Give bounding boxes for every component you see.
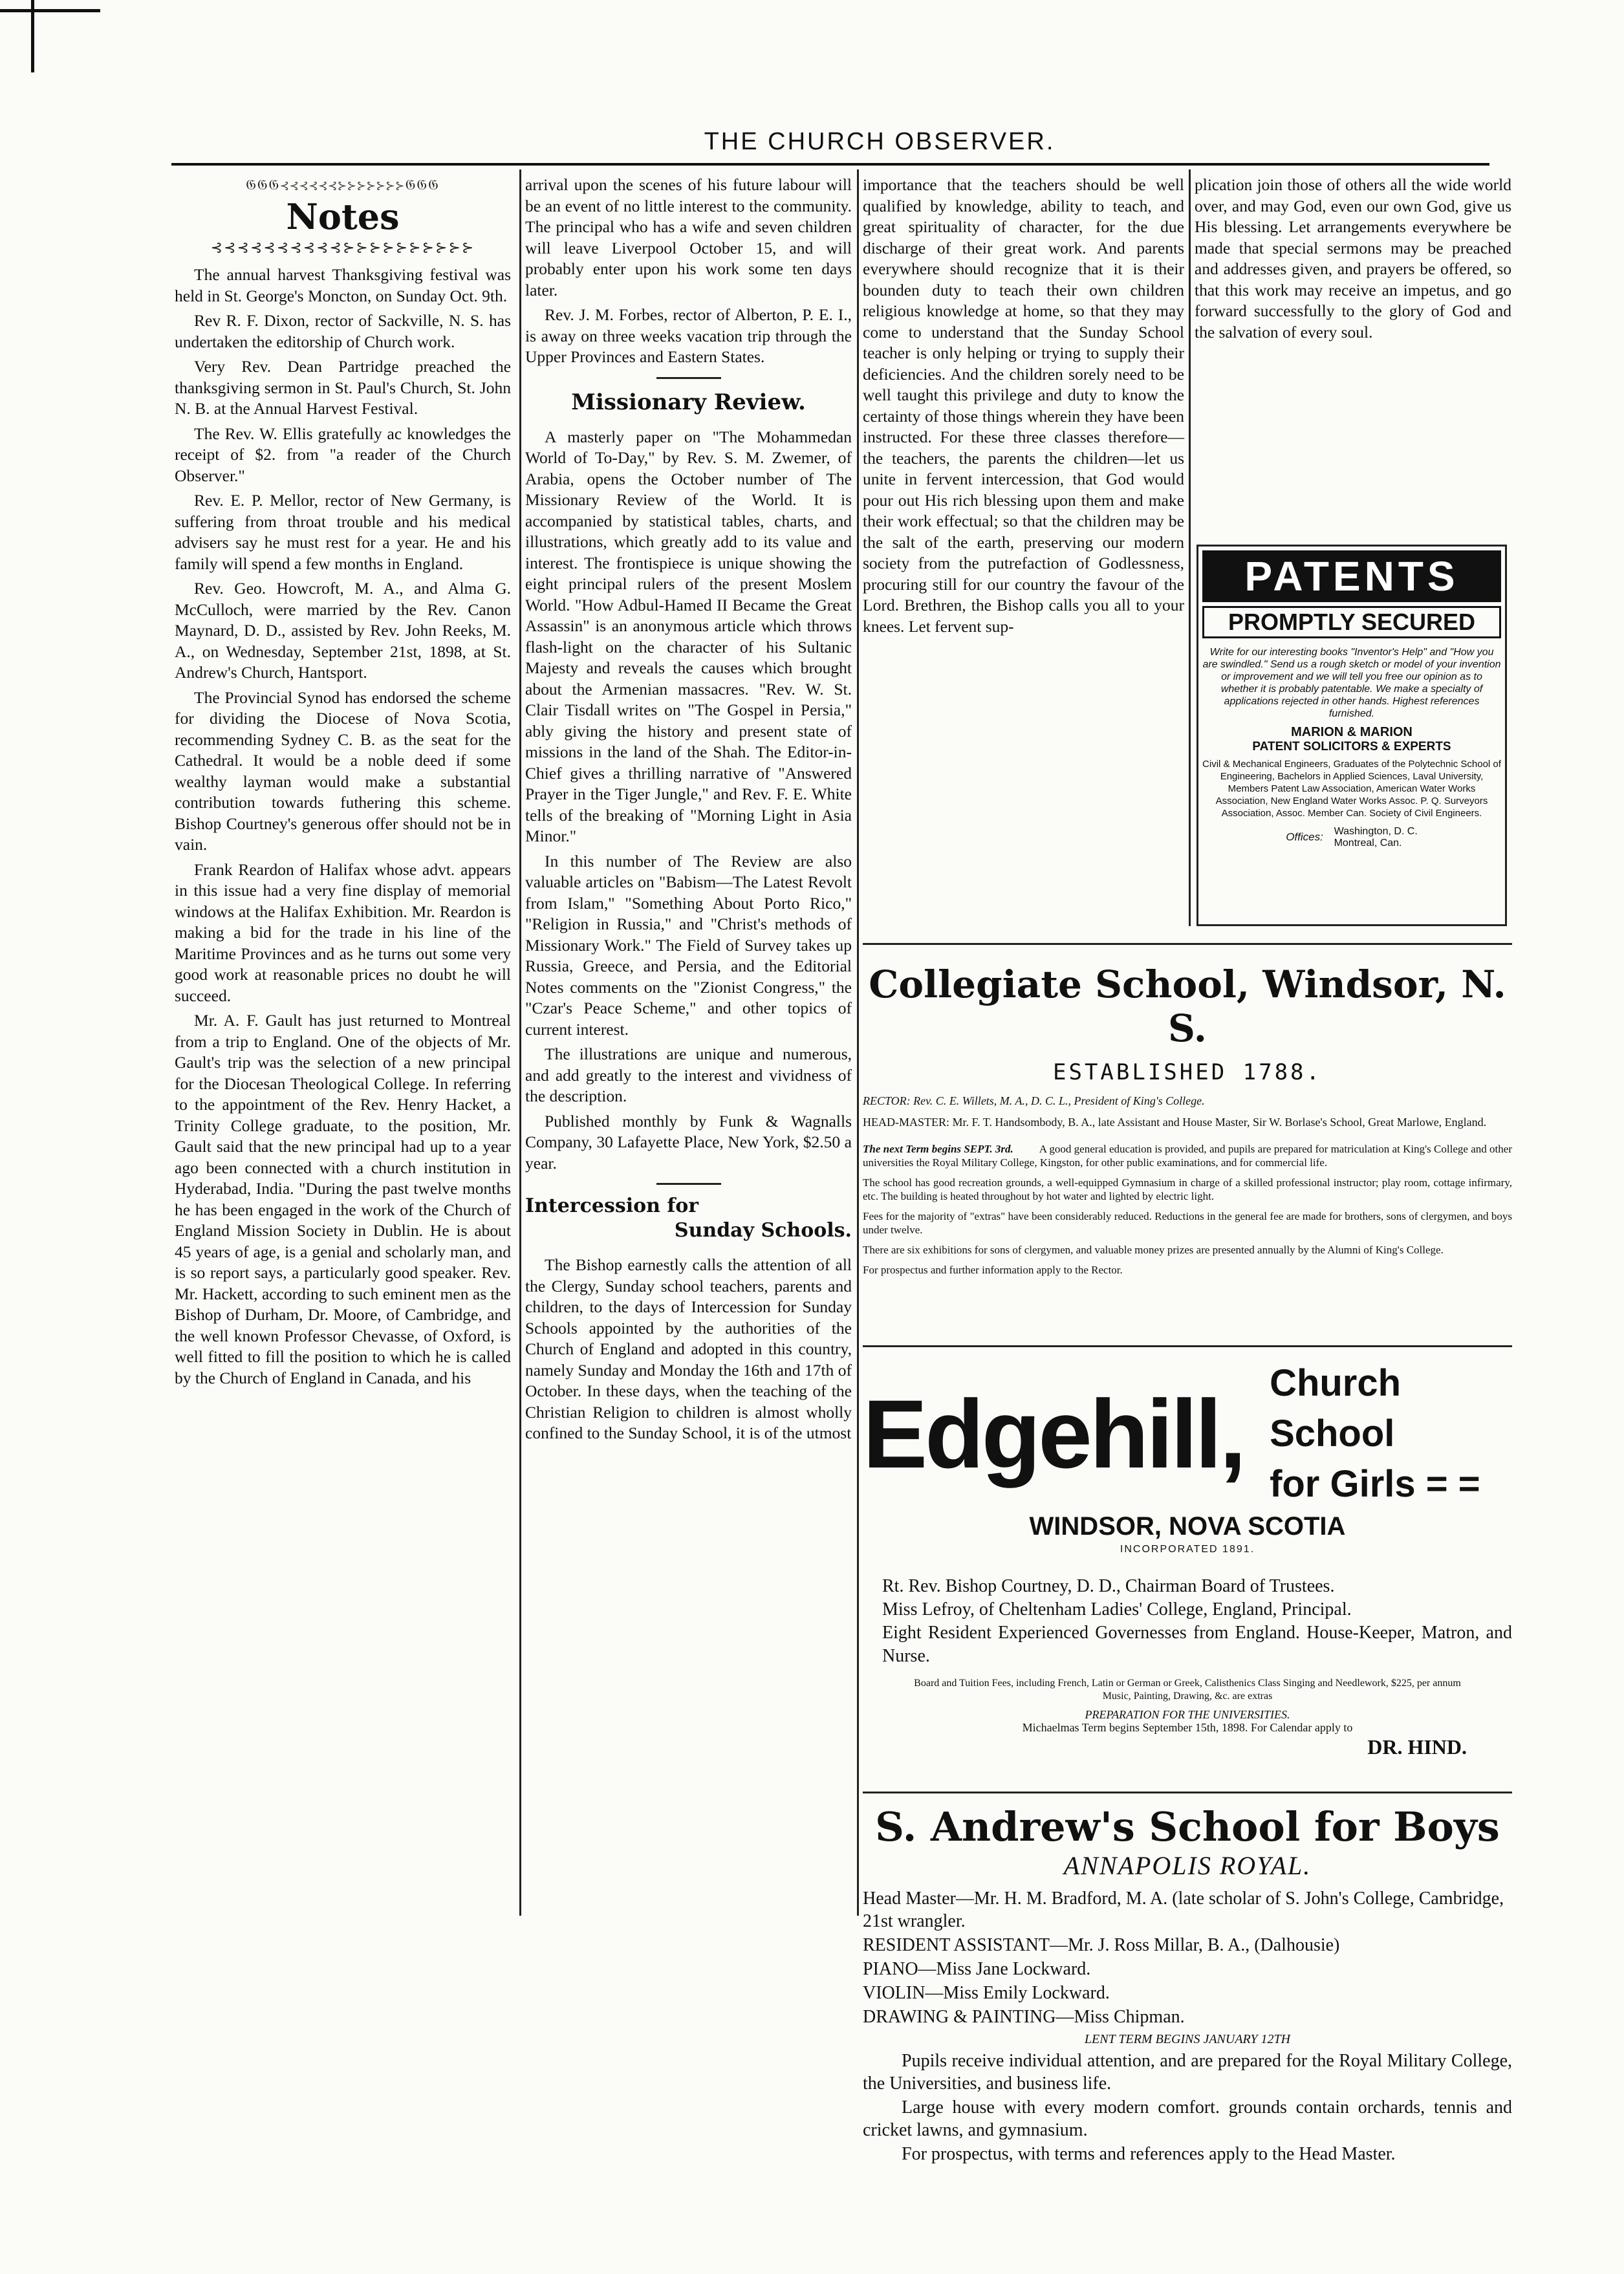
collegiate-p1: A good general education is provided, and pupils are prepared for matriculation at King's College and other universities the Royal Military College, Kingston, for other public examinations, and for commercial life. [863,1143,1512,1169]
note-paragraph: The annual harvest Thanksgiving festival was held in St. George's Moncton, on Sunday Oct. 9th. [175,265,511,305]
note-paragraph: The Rev. W. Ellis gratefully ac knowledges the receipt of $2. from "a reader of the Church Observer." [175,424,511,485]
offices-label: Offices: [1286,830,1323,843]
edgehill-term: Michaelmas Term begins September 15th, 1898. For Calendar apply to [1022,1721,1353,1734]
patents-offices [1202,826,1501,849]
patents-advertisement [1196,545,1507,926]
page-header: THE CHURCH OBSERVER. [704,128,1056,155]
edgehill-incorporated: INCORPORATED 1891. [1120,1544,1255,1555]
section-rule [863,943,1512,945]
intercession-paragraph: The Bishop earnestly calls the attention of all the Clergy, Sunday school teachers, parents and children, to the days of Intercession for Sunday Schools appointed by the authorities of the Church of England and adopted in this country, namely Sunday and Monday the 16th and 17th of October. In these days, when the teaching of the Christian Religion to children is almost wholly confined to the Sunday School, it is of the utmost [525,1255,852,1442]
corner-mark-horizontal [0,9,100,12]
column-rule-1 [519,169,521,1916]
edgehill-name: Edgehill, [863,1380,1244,1488]
staff-line: RESIDENT ASSISTANT—Mr. J. Ross Millar, B. A., (Dalhousie) [863,1935,1340,1955]
edgehill-church-school: Church School [1270,1362,1402,1455]
ornament-bottom: ⊰⊰⊰⊰⊰⊰⊰⊰⊰⊰⊱⊱⊱⊱⊱⊱⊱⊱⊱⊱ [210,239,475,255]
section-divider [656,1183,721,1185]
office-1: Washington, D. C. [1334,826,1418,837]
st-andrews-advertisement [863,1803,1512,2167]
patents-firm: MARION & MARION [1291,725,1413,739]
staff-line: VIOLIN—Miss Emily Lockward. [863,1983,1110,2003]
collegiate-p3: Fees for the majority of "extras" have been considerably reduced. Reductions in the general fee are made for brothers, sons of clergymen, and boys under twelve. [863,1210,1512,1236]
edgehill-for-girls: for Girls = = [1270,1463,1480,1505]
edgehill-staff: Eight Resident Experienced Governesses from England. House-Keeper, Matron, and Nurse. [882,1623,1512,1666]
st-andrews-title: S. Andrew's School for Boys [875,1803,1500,1850]
note-paragraph: Rev. J. M. Forbes, rector of Alberton, P. E. I., is away on three weeks vacation trip through the Upper Provinces and Eastern States. [525,305,852,366]
ornament-top: 𝔊𝔊𝔊⊰⊰⊰⊰⊰⊰⊱⊱⊱⊱⊱⊱⊱𝔊𝔊𝔊 [246,177,440,193]
edgehill-place: WINDSOR, NOVA SCOTIA [1029,1512,1346,1541]
note-paragraph: Rev. Geo. Howcroft, M. A., and Alma G. McCulloch, were married by the Rev. Canon Maynard, D. D., assisted by Rev. John Reeks, M. A., on Wednesday, September 21st, 1898, at St. Andrew's Church, Hantsport. [175,579,511,682]
patents-credentials: Civil & Mechanical Engineers, Graduates of the Polytechnic School of Engineering, Bachelors in Applied Sciences, Laval University, Members Patent Law Association, American Water Works Association, New England Water Works Assoc. P. Q. Surveyors Association, Assoc. Member Can. Society of Civil Engineers. [1202,759,1501,819]
collegiate-p4: There are six exhibitions for sons of clergymen, and valuable money prizes are presented annually by the Alumni of King's College. [863,1244,1444,1256]
section-rule [863,1792,1512,1793]
edgehill-trustees: Rt. Rev. Bishop Courtney, D. D., Chairman Board of Trustees. [882,1576,1335,1596]
continued-paragraph: plication join those of others all the wide world over, and may God, even our own God, give us His blessing. Let arrangements everywhere be made that special sermons may be preached and addresses given, and prayers be offered, so that this work may receive an impetus, and go forward successfully to the glory of God and the salvation of every soul. [1195,175,1511,341]
note-paragraph: Rev. E. P. Mellor, rector of New Germany, is suffering from throat trouble and his medical advisers say he must rest for a year. He and his family will spend a few months in England. [175,491,511,573]
continued-paragraph: arrival upon the scenes of his future labour will be an event of no little interest to the community. The principal who has a wife and seven children will leave Liverpool October 15, and will probably enter upon his work some ten days later. [525,175,852,299]
collegiate-rector: RECTOR: Rev. C. E. Willets, M. A., D. C. L., President of King's College. [863,1094,1205,1107]
patents-title: PATENTS [1202,550,1501,602]
note-paragraph: Very Rev. Dean Partridge preached the thanksgiving sermon in St. Paul's Church, St. John N. B. at the Annual Harvest Festival. [175,357,511,418]
review-paragraph: The illustrations are unique and numerous, and add greatly to the interest and vividness of the description. [525,1045,852,1105]
note-paragraph: Mr. A. F. Gault has just returned to Montreal from a trip to England. One of the objects of Mr. Gault's trip was the selection of a new principal for the Diocesan Theological College. In referring to the appointment of the Rev. Henry Hacket, a Trinity College graduate, to the position, Mr. Gault said that the new principal had up to a year ago been connected with a church institution in Hyderabad, India. "During the past twelve months he has been engaged in the work of the Church of England Mission Society in Dublin. He is about 45 years of age, is a genial and scholarly man, and is so report says, a particularly good speaker. Rev. Mr. Hackett, according to such eminent men as the Bishop of Durham, Dr. Moore, of Cambridge, and the well known Professor Chevasse, of Oxford, is well fitted to fill the position to which he is called by the Church of England in Canada, and his [175,1011,511,1387]
review-paragraph: Published monthly by Funk & Wagnalls Company, 30 Lafayette Place, New York, $2.50 a year. [525,1111,852,1173]
patents-firm-line2: PATENT SOLICITORS & EXPERTS [1252,740,1451,753]
collegiate-headmaster: HEAD-MASTER: Mr. F. T. Handsombody, B. A., late Assistant and House Master, Sir W. Borlase's School, Great Marlowe, England. [863,1116,1487,1129]
column-review [525,175,852,1448]
staff-line: Head Master—Mr. H. M. Bradford, M. A. (late scholar of S. John's College, Cambridge, 21st wrangler. [863,1889,1504,1931]
column-rule-3 [1189,169,1191,926]
st-andrews-place: ANNAPOLIS ROYAL. [1063,1851,1312,1880]
st-andrews-p1: Pupils receive individual attention, and are prepared for the Royal Military College, the Universities, and business life. [863,2051,1512,2094]
column-notes [175,175,511,1392]
intercession-heading-2: Sunday Schools. [674,1219,852,1242]
edgehill-principal: Miss Lefroy, of Cheltenham Ladies' College, England, Principal. [882,1599,1352,1619]
collegiate-p5: For prospectus and further information apply to the Rector. [863,1264,1123,1276]
collegiate-p2: The school has good recreation grounds, a well-equipped Gymnasium in charge of a skilled professional instructor; play room, cottage infirmary, etc. The building is heated throughout by hot water and lighted by electric light. [863,1176,1512,1202]
collegiate-title: Collegiate School, Windsor, N. S. [869,962,1506,1050]
staff-line: PIANO—Miss Jane Lockward. [863,1959,1091,1979]
edgehill-extras: Music, Painting, Drawing, &c. are extras [1102,1691,1273,1702]
edgehill-preparation: PREPARATION FOR THE UNIVERSITIES. [1085,1708,1290,1721]
collegiate-advertisement [863,962,1512,1283]
section-rule [863,1345,1512,1347]
st-andrews-term: LENT TERM BEGINS JANUARY 12TH [1084,2032,1291,2046]
edgehill-fees: Board and Tuition Fees, including French, Latin or German or Greek, Calisthenics Class Singing and Needlework, $225, per annum [914,1678,1461,1689]
intercession-heading-1: Intercession for [525,1195,699,1217]
patents-subtitle: PROMPTLY SECURED [1202,606,1501,638]
edgehill-advertisement [863,1358,1512,1759]
header-rule [171,163,1489,166]
patents-body: Write for our interesting books "Inventor's Help" and "How you are swindled." Send us a rough sketch or model of your invention or improvement and we will tell you free our opinion as to whether it is probably patentable. We make a specialty of applications rejected in other hands. Highest references furnished. [1202,647,1501,719]
continued-paragraph: importance that the teachers should be well qualified by knowledge, ability to teach, and great spirituality of character, for the due discharge of their great work. And parents everywhere should recognize that it is their bounden duty to teach their own children religious knowledge at home, so that they may come to understand that the Sunday School teacher is only helping or trying to supply their deficiencies. And the children sorely need to be well taught this privilege and duty to know the certainty of those things wherein they have been instructed. For these three classes therefore—the teachers, the parents the children—let us unite in fervent intercession, that God would pour out His rich blessing upon them and make their work effectual; so that the children may be the salt of the earth, preserving our modern society from the putrefaction of Godlessness, procuring still for our country the favour of the Lord. Brethren, the Bishop calls you all to your knees. Let fervent sup- [863,175,1184,636]
column-intercession-cont [863,175,1184,641]
collegiate-established: ESTABLISHED 1788. [1053,1059,1322,1085]
missionary-review-heading: Missionary Review. [571,389,806,415]
collegiate-term: The next Term begins SEPT. 3rd. [863,1143,1013,1155]
st-andrews-p3: For prospectus, with terms and references apply to the Head Master. [902,2144,1396,2164]
note-paragraph: The Provincial Synod has endorsed the scheme for dividing the Diocese of Nova Scotia, recommending Sydney C. B. as the seat for the Cathedral. It would be a noble deed if some wealthy layman would make a substantial contribution towards futhering this scheme. Bishop Courtney's generous offer should not be in vain. [175,688,511,854]
note-paragraph: Frank Reardon of Halifax whose advt. appears in this issue had a very fine display of memorial windows at the Halifax Exhibition. Mr. Reardon is making a bid for the trade in his line of the Maritime Provinces and as he turns out some very good work at reasonable prices no doubt he will succeed. [175,860,511,1005]
review-paragraph: In this number of The Review are also valuable articles on "Babism—The Latest Revolt from Islam," "Something About Porto Rico," "Religion in Russia," and "Christ's methods of Missionary Work." The Field of Survey takes up Russia, Greece, and Persia, and the Editorial Notes comments on the "Zionist Congress," the "Czar's Peace Scheme," and other topics of current interest. [525,851,852,1039]
st-andrews-p2: Large house with every modern comfort. grounds contain orchards, tennis and cricket lawns, and gymnasium. [863,2097,1512,2140]
review-paragraph: A masterly paper on "The Mohammedan World of To-Day," by Rev. S. M. Zwemer, of Arabia, opens the October number of The Missionary Review of the World. It is accompanied by statistical tables, charts, and illustrations, which greatly add to its value and interest. The frontispiece is unique showing the eight principal rulers of the present Moslem World. "How Adbul-Hamed II Became the Great Assassin" is an anonymous article which throws flash-light on the character of his Sultanic Majesty and reveals the causes which brought about the Armenian massacres. "Rev. W. St. Clair Tisdall writes on "The Gospel in Persia," ably giving the history and present state of missions in the land of the Shah. The Editor-in-Chief gives a thrilling narrative of "Answered Prayer in the Tiger Jungle," and Rev. F. E. White tells of the breaking of "Morning Light in Asia Minor." [525,427,852,845]
section-divider [656,377,721,379]
notes-heading: Notes [286,195,400,237]
column-rule-2 [857,169,859,1916]
note-paragraph: Rev R. F. Dixon, rector of Sackville, N. S. has undertaken the editorship of Church work. [175,311,511,351]
column-intercession-end [1195,175,1511,347]
staff-line: DRAWING & PAINTING—Miss Chipman. [863,2007,1185,2027]
office-2: Montreal, Can. [1334,838,1402,849]
edgehill-contact: DR. HIND. [1367,1735,1467,1759]
